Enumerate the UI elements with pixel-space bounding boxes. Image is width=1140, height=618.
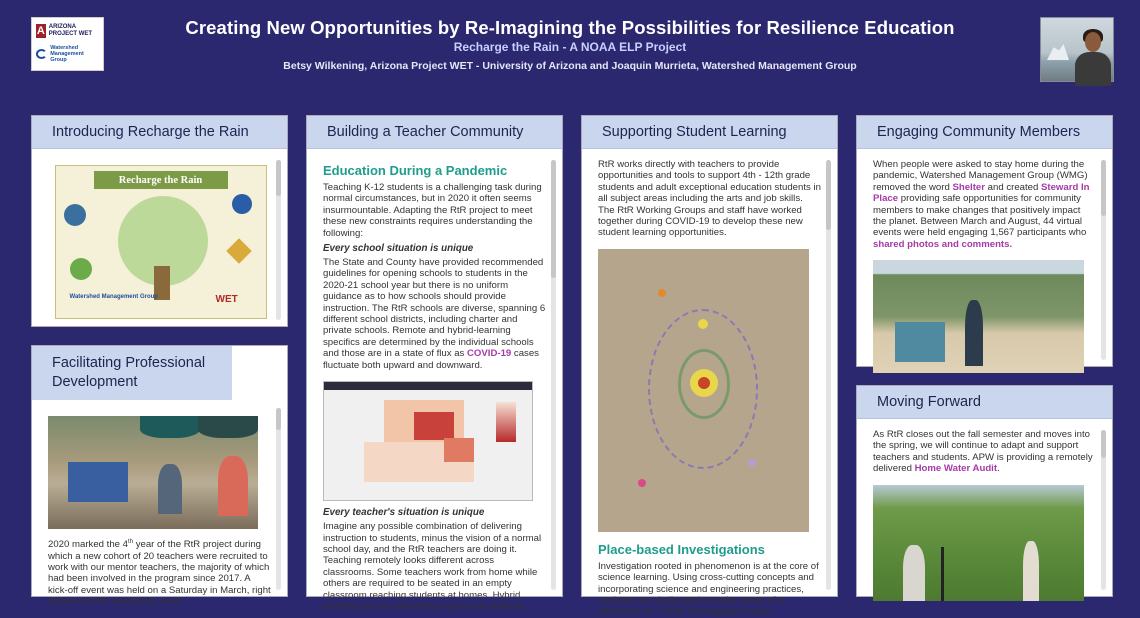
scrollbar[interactable] <box>276 160 281 320</box>
swirl-icon <box>36 49 47 59</box>
section-heading: Education During a Pandemic <box>323 163 508 178</box>
covid-link[interactable]: COVID-19 <box>467 348 512 360</box>
presenter-photo <box>1040 17 1114 82</box>
section-subheading: Every school situation is unique <box>323 243 474 255</box>
panel-supporting-student-learning[interactable]: Supporting Student Learning RtR works directly with teachers to provide opportunities and tools to support 4th - 12th grade students and adult exceptional education students in all subject areas including the arts and job skills. The RtR Working Groups and staff have worked together during COVID-19 to develop these new student learning opportunities. Place-based Investigations Investigation rooted in phenomenon is at the core of science learning. Using cross-cutting concepts and incorporating science and engineering practices, students are challenged to make sense of a phenomenon. These investigations have <box>581 115 838 597</box>
poster-authors: Betsy Wilkening, Arizona Project WET - University of Arizona and Joaquin Murrieta, Watershed Management Group <box>283 60 857 72</box>
panel-title: Introducing Recharge the Rain <box>32 116 287 149</box>
sponsor-logos <box>31 17 104 71</box>
poster-title: Creating New Opportunities by Re-Imagining the Possibilities for Resilience Education <box>185 17 955 38</box>
nature-art-flower-photo <box>598 249 809 532</box>
watershed-management-logo: Watershed Management Group <box>36 45 99 63</box>
panel-introducing-recharge-the-rain[interactable] <box>31 115 288 327</box>
arizona-project-wet-logo: A ARIZONA PROJECT WET <box>36 24 93 37</box>
scrollbar[interactable] <box>1101 160 1106 360</box>
panel-moving-forward[interactable]: Moving Forward As RtR closes out the fall semester and moves into the spring, we will continue to adapt and support teachers and students. APW is providing a remotely delivered Home Water Audit. <box>856 385 1113 597</box>
section-heading: Place-based Investigations <box>598 541 765 557</box>
recharge-the-rain-infographic[interactable]: Recharge the Rain Watershed Management Group WET <box>55 165 267 319</box>
poster-subtitle: Recharge the Rain - A NOAA ELP Project <box>453 40 687 54</box>
panel-engaging-community-members[interactable]: Engaging Community Members When people were asked to stay home during the pandemic, Watershed Management Group (WMG) removed the word Shelter and created Steward In Place providing safe opportunities for community members to make changes that positively impact the planet. Between March and August, 44 virtual events were held engaging 1,567 participants who shared photos and comments. <box>856 115 1113 367</box>
home-water-audit-link[interactable]: Home Water Audit <box>914 463 998 475</box>
section-subheading: Every teacher's situation is unique <box>323 507 485 519</box>
shared-photos-link[interactable]: shared photos and comments. <box>873 238 1013 250</box>
panel-title: Moving Forward <box>857 386 1112 419</box>
arizona-a-icon: A <box>36 25 45 37</box>
students-in-reeds-photo <box>873 485 1084 601</box>
scrollbar[interactable] <box>826 160 831 590</box>
noaa-logo-icon <box>232 194 252 214</box>
panel-title: Building a Teacher Community <box>307 116 562 149</box>
panel-title: Facilitating Professional Development <box>32 346 232 401</box>
covid-cases-map[interactable] <box>323 381 533 501</box>
teacher-workshop-photo <box>48 416 258 529</box>
diamond-icon <box>226 238 251 263</box>
scrollbar[interactable] <box>276 408 281 590</box>
recycle-icon <box>70 258 92 280</box>
panel-title: Supporting Student Learning <box>582 116 837 149</box>
map-legend <box>496 402 516 442</box>
scrollbar[interactable] <box>1101 430 1106 590</box>
cloud-icon <box>64 204 86 226</box>
scrollbar[interactable] <box>551 160 556 590</box>
steward-in-place-link[interactable]: Steward In Place <box>873 181 1090 205</box>
panel-facilitating-professional-development[interactable] <box>31 345 288 608</box>
panel-building-teacher-community[interactable]: Building a Teacher Community Education During a Pandemic Teaching K-12 students is a challenging task during normal circumstances, but in 2020 it often seems insurmountable. Adapting the RtR project to meet these new constraints requires understanding the following: Every school situation is unique The State and County have provided recommended guidelines for opening schools to students in the 2020-21 school year but there is no uniform guidance as to how schools should provide instruction. The RtR schools are diverse, spanning 6 different school districts, including charter and private schools. Remote and hybrid-learning specifics are determined by the individual schools and those are in a state of flux as COVID-19 cases fluctuate both upward and downward. Every teacher's situation is unique Imagine any possible combination of delivering instruction to students, minus the vision of a normal school day, and the RtR teachers are doing it. Teaching remotely looks different across classrooms. Some teachers work from home while others are required to be seated in an empty classroom reaching students at homes. Hybrid learning can be overseeing a group of students <box>306 115 563 597</box>
panel-title: Engaging Community Members <box>857 116 1112 149</box>
community-cleanup-photo <box>873 260 1084 373</box>
facilitating-text: 2020 marked the 4th year of the RtR project during which a new cohort of 20 teachers were recruited to work with our mentor teachers, the majority of which had been involved in the program since 2017. A kick-off event was held on a Saturday in March, right before COVID restrictions were <box>48 539 271 608</box>
